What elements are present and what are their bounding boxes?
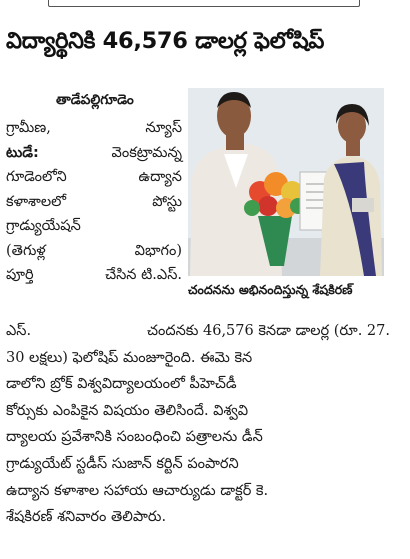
headline: విద్యార్థినికి 46,576 డాలర్ల ఫెలోషిప్ <box>6 28 325 54</box>
text-segment: గ్రామీణ, <box>6 120 51 136</box>
narrow-line-5 <box>6 214 182 239</box>
byline-label: టుడే: <box>6 144 39 161</box>
text-segment: గూడెంలోని <box>6 169 67 185</box>
text-segment: కళాశాలలో <box>6 193 67 210</box>
body-line-8 <box>6 504 390 531</box>
narrow-line-3 <box>6 165 182 190</box>
text-segment: పూర్తి <box>6 267 34 283</box>
text-segment: గ్రాడ్యుయేషన్ <box>6 218 81 234</box>
text-segment: న్యూస్ <box>145 120 182 136</box>
previous-article-box-edge <box>48 0 360 7</box>
narrow-line-4 <box>6 190 182 215</box>
text-segment: శేషకిరణ్ శనివారం తెలిపారు. <box>6 509 167 526</box>
text-segment: (తెగుళ్ల <box>6 242 46 259</box>
text-segment: ద్యాలయ ప్రవేశానికి సంబంధించి పత్రాలను డీన్ <box>6 429 263 446</box>
body-line-2 <box>6 345 390 372</box>
text-segment: పోస్టు <box>152 193 182 210</box>
narrow-line-6 <box>6 239 182 264</box>
body-line-5 <box>6 424 390 451</box>
text-segment: ఉద్యాన కళాశాల సహాయ ఆచార్యుడు డాక్టర్ కె. <box>6 482 269 499</box>
text-segment: గ్రాడ్యుయేట్ స్టడీస్ సుజాన్ కర్టిన్ పంపారని <box>6 455 239 472</box>
narrow-line-2 <box>6 141 182 166</box>
text-segment: ఎస్. <box>6 323 32 339</box>
text-segment: ఉద్యాన <box>138 169 182 185</box>
body-line-1 <box>6 318 390 345</box>
narrow-line-7 <box>6 263 182 288</box>
text-segment: చేసిన టి.ఎస్. <box>105 267 182 283</box>
text-segment: కోర్సుకు ఎంపికైన విషయం తెలిసిందే. విశ్వవి <box>6 402 249 419</box>
text-segment: వెంకట్రామన్న <box>111 144 182 161</box>
text-segment: చందనకు 46,576 కెనడా డాలర్ల (రూ. 27. <box>147 323 390 339</box>
photo-illustration <box>188 88 384 276</box>
body-line-7 <box>6 478 390 505</box>
narrow-column <box>6 116 182 288</box>
body-line-4 <box>6 398 390 425</box>
top-border <box>0 0 410 8</box>
photo-caption: చందనను అభినందిస్తున్న శేషకిరణ్ <box>188 282 353 297</box>
body-line-3 <box>6 371 390 398</box>
text-segment: డాలోని బ్రోక్ విశ్వవిద్యాలయంలో పీహెచ్‌డీ <box>6 376 237 393</box>
dateline: తాడేపల్లిగూడెం <box>56 92 134 108</box>
text-segment: విభాగం) <box>134 242 182 259</box>
text-segment: 30 లక్షలు) ఫెలోషిప్ మంజూరైంది. ఈమె కెన <box>6 349 253 366</box>
body-line-6 <box>6 451 390 478</box>
narrow-line-1 <box>6 116 182 141</box>
full-width-body <box>6 318 390 531</box>
news-photo <box>188 88 384 276</box>
